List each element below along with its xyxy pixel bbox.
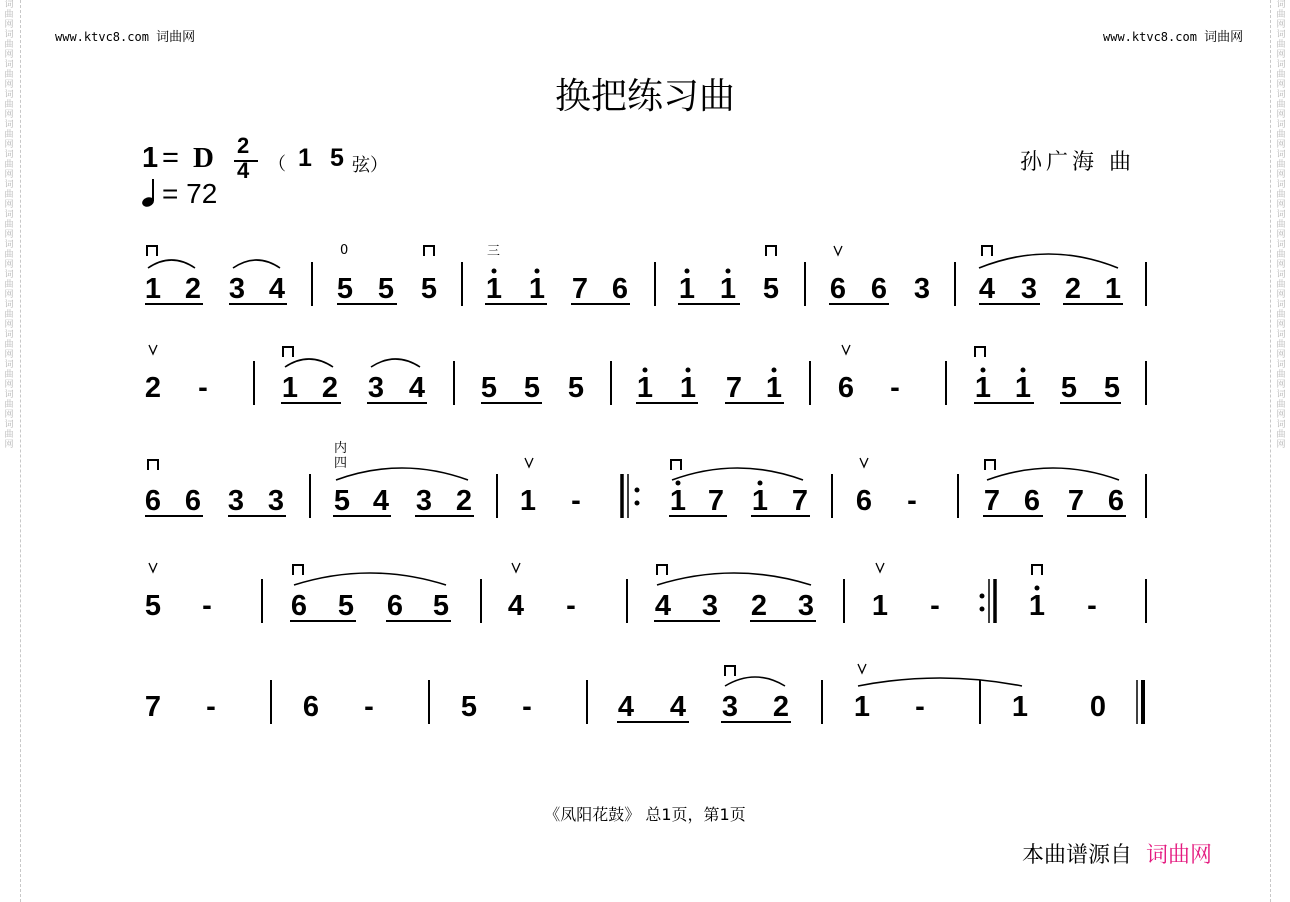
- score-note: 3: [913, 273, 931, 305]
- score-note: 1: [679, 372, 697, 404]
- score-note: 2: [321, 372, 339, 404]
- score-note: 1: [1014, 372, 1032, 404]
- score-note: 5: [144, 590, 162, 622]
- score-note: 7: [725, 372, 743, 404]
- score-note: 6: [1107, 485, 1125, 517]
- slur-arc: [725, 677, 785, 686]
- score-note: 7: [571, 273, 589, 305]
- up-bow-mark: [525, 458, 533, 467]
- fingering-inner: 内: [334, 441, 348, 456]
- score-note: 3: [415, 485, 433, 517]
- score-note: 4: [372, 485, 390, 517]
- score-note: 5: [420, 273, 438, 305]
- slur-arc: [858, 678, 1022, 686]
- high-octave-dot: [643, 368, 648, 373]
- slur-arc: [657, 573, 811, 585]
- score-note: -: [915, 691, 925, 723]
- score-note: 1: [974, 372, 992, 404]
- up-bow-mark: [834, 246, 842, 255]
- down-bow-mark: [975, 347, 985, 357]
- slur-arc: [979, 254, 1118, 268]
- key-equals: =: [162, 142, 179, 174]
- key-name: D: [193, 142, 214, 174]
- score-note: 5: [377, 273, 395, 305]
- score-note: 1: [719, 273, 737, 305]
- score-note: 4: [507, 590, 525, 622]
- source-credit: [1022, 838, 1212, 869]
- slur-arc: [371, 359, 420, 367]
- score-note: 6: [144, 485, 162, 517]
- high-octave-dot: [758, 481, 763, 486]
- score-note: -: [198, 372, 208, 404]
- score-note: 6: [386, 590, 404, 622]
- down-bow-mark: [424, 246, 434, 256]
- slur-arc: [233, 260, 280, 268]
- score-note: 1: [853, 691, 871, 723]
- string-label: 弦）: [352, 155, 388, 176]
- score-note: 3: [1020, 273, 1038, 305]
- down-bow-mark: [985, 460, 995, 470]
- score-note: 2: [184, 273, 202, 305]
- slur-arc: [987, 468, 1119, 480]
- score-note: 7: [983, 485, 1001, 517]
- string-paren-open: （: [268, 154, 286, 174]
- page-title: 换把练习曲: [554, 76, 735, 117]
- up-bow-mark: [860, 458, 868, 467]
- score-note: 6: [829, 273, 847, 305]
- score-note: 2: [772, 691, 790, 723]
- score-note: 7: [791, 485, 809, 517]
- score-note: -: [202, 590, 212, 622]
- score-note: 5: [1103, 372, 1121, 404]
- score-note: 1: [678, 273, 696, 305]
- score-note: -: [890, 372, 900, 404]
- score-note: 4: [669, 691, 687, 723]
- score-note: 3: [797, 590, 815, 622]
- slur-arc: [148, 260, 195, 268]
- score-note: 4: [617, 691, 635, 723]
- repeat-dot: [635, 488, 640, 493]
- time-signature-top: 2: [237, 133, 250, 158]
- score-note: 7: [707, 485, 725, 517]
- tempo-value: = 72: [162, 178, 218, 209]
- score-note: -: [930, 590, 940, 622]
- score-note: 4: [268, 273, 286, 305]
- down-bow-mark: [283, 347, 293, 357]
- score-note: 1: [751, 485, 769, 517]
- score-note: 6: [837, 372, 855, 404]
- repeat-dot: [980, 594, 985, 599]
- down-bow-mark: [147, 246, 157, 256]
- score-note: 5: [567, 372, 585, 404]
- high-octave-dot: [1035, 586, 1040, 591]
- string-b: 5: [330, 144, 344, 172]
- score-note: 4: [978, 273, 996, 305]
- down-bow-mark: [293, 565, 303, 575]
- site-name-left: 词曲网: [156, 30, 196, 45]
- fingering-three: 三: [487, 244, 501, 259]
- score-note: 1: [1104, 273, 1122, 305]
- down-bow-mark: [766, 246, 776, 256]
- high-octave-dot: [535, 269, 540, 274]
- down-bow-mark: [725, 666, 735, 676]
- score-note: -: [206, 691, 216, 723]
- score-note: -: [571, 485, 581, 517]
- up-bow-mark: [512, 563, 520, 572]
- up-bow-mark: [858, 664, 866, 673]
- score-note: -: [566, 590, 576, 622]
- score-note: 7: [1067, 485, 1085, 517]
- source-brand: 词曲网: [1146, 843, 1213, 868]
- score-note: 3: [227, 485, 245, 517]
- score-note: 1: [669, 485, 687, 517]
- composer: 孙广海 曲: [1020, 150, 1135, 175]
- score-note: 5: [480, 372, 498, 404]
- repeat-dot: [635, 501, 640, 506]
- site-url-left: www.ktvc8.com: [55, 30, 149, 44]
- string-a: 1: [298, 144, 312, 172]
- score-note: -: [364, 691, 374, 723]
- up-bow-mark: [876, 563, 884, 572]
- down-bow-mark: [1032, 565, 1042, 575]
- high-octave-dot: [492, 269, 497, 274]
- score-note: 6: [870, 273, 888, 305]
- high-octave-dot: [676, 481, 681, 486]
- repeat-dot: [980, 607, 985, 612]
- score-note: 1: [281, 372, 299, 404]
- slur-arc: [294, 573, 446, 585]
- score-note: 6: [302, 691, 320, 723]
- score-note: 5: [1060, 372, 1078, 404]
- slur-arc: [285, 359, 333, 367]
- down-bow-mark: [671, 460, 681, 470]
- source-text: 本曲谱源自: [1022, 843, 1133, 868]
- score-note: 4: [654, 590, 672, 622]
- high-octave-dot: [772, 368, 777, 373]
- score-note: 5: [460, 691, 478, 723]
- high-octave-dot: [981, 368, 986, 373]
- time-signature-bottom: 4: [237, 158, 250, 183]
- score-note: 0: [1089, 691, 1107, 723]
- score-note: 5: [337, 590, 355, 622]
- score-note: 5: [523, 372, 541, 404]
- score-note: 2: [455, 485, 473, 517]
- site-name-right: 词曲网: [1204, 30, 1244, 45]
- score-note: 1: [144, 273, 162, 305]
- down-bow-mark: [657, 565, 667, 575]
- score-note: 6: [290, 590, 308, 622]
- fingering-four: 四: [334, 456, 348, 471]
- high-octave-dot: [726, 269, 731, 274]
- score-note: 3: [267, 485, 285, 517]
- up-bow-mark: [842, 345, 850, 354]
- score-note: 3: [228, 273, 246, 305]
- key-one: 1: [142, 142, 159, 174]
- score-note: 6: [611, 273, 629, 305]
- score-note: 3: [721, 691, 739, 723]
- score-note: 5: [336, 273, 354, 305]
- slur-arc: [672, 468, 803, 480]
- score-note: 5: [432, 590, 450, 622]
- score-note: 1: [765, 372, 783, 404]
- left-watermark-strip: 词 曲 网 词 曲 网 词 曲 网 词 曲 网 词 曲 网 词 曲 网 词 曲 网 词 曲 网 词 曲 网 词 曲 网 词 曲 网 词 曲 网 词 曲 网 词 曲 网 词 曲 网: [4, 0, 14, 450]
- score-note: 6: [1023, 485, 1041, 517]
- score-note: -: [1087, 590, 1097, 622]
- high-octave-dot: [1021, 368, 1026, 373]
- up-bow-mark: [149, 563, 157, 572]
- score-note: 5: [333, 485, 351, 517]
- fingering-zero: 0: [340, 243, 349, 258]
- score-note: 1: [1011, 691, 1029, 723]
- score-note: 5: [762, 273, 780, 305]
- high-octave-dot: [685, 269, 690, 274]
- right-watermark-strip: 词 曲 网 词 曲 网 词 曲 网 词 曲 网 词 曲 网 词 曲 网 词 曲 网 词 曲 网 词 曲 网 词 曲 网 词 曲 网 词 曲 网 词 曲 网 词 曲 网 词 曲 网: [1276, 0, 1286, 450]
- score-note: 2: [144, 372, 162, 404]
- score-note: 1: [871, 590, 889, 622]
- score-note: -: [907, 485, 917, 517]
- page-footer: 《凤阳花鼓》 总1页，第1页: [544, 805, 746, 824]
- score-note: 1: [636, 372, 654, 404]
- score-note: 2: [750, 590, 768, 622]
- down-bow-mark: [148, 460, 158, 470]
- score-note: 3: [701, 590, 719, 622]
- score-note: 2: [1064, 273, 1082, 305]
- score-note: 3: [367, 372, 385, 404]
- score-note: 6: [855, 485, 873, 517]
- score-note: 1: [519, 485, 537, 517]
- up-bow-mark: [149, 345, 157, 354]
- score-note: -: [522, 691, 532, 723]
- score-note: 4: [408, 372, 426, 404]
- slur-arc: [336, 468, 468, 480]
- site-url-right: www.ktvc8.com: [1103, 30, 1197, 44]
- score-note: 1: [528, 273, 546, 305]
- score-note: 1: [485, 273, 503, 305]
- high-octave-dot: [686, 368, 691, 373]
- score-note: 1: [1028, 590, 1046, 622]
- down-bow-mark: [982, 246, 992, 256]
- score-note: 7: [144, 691, 162, 723]
- score-note: 6: [184, 485, 202, 517]
